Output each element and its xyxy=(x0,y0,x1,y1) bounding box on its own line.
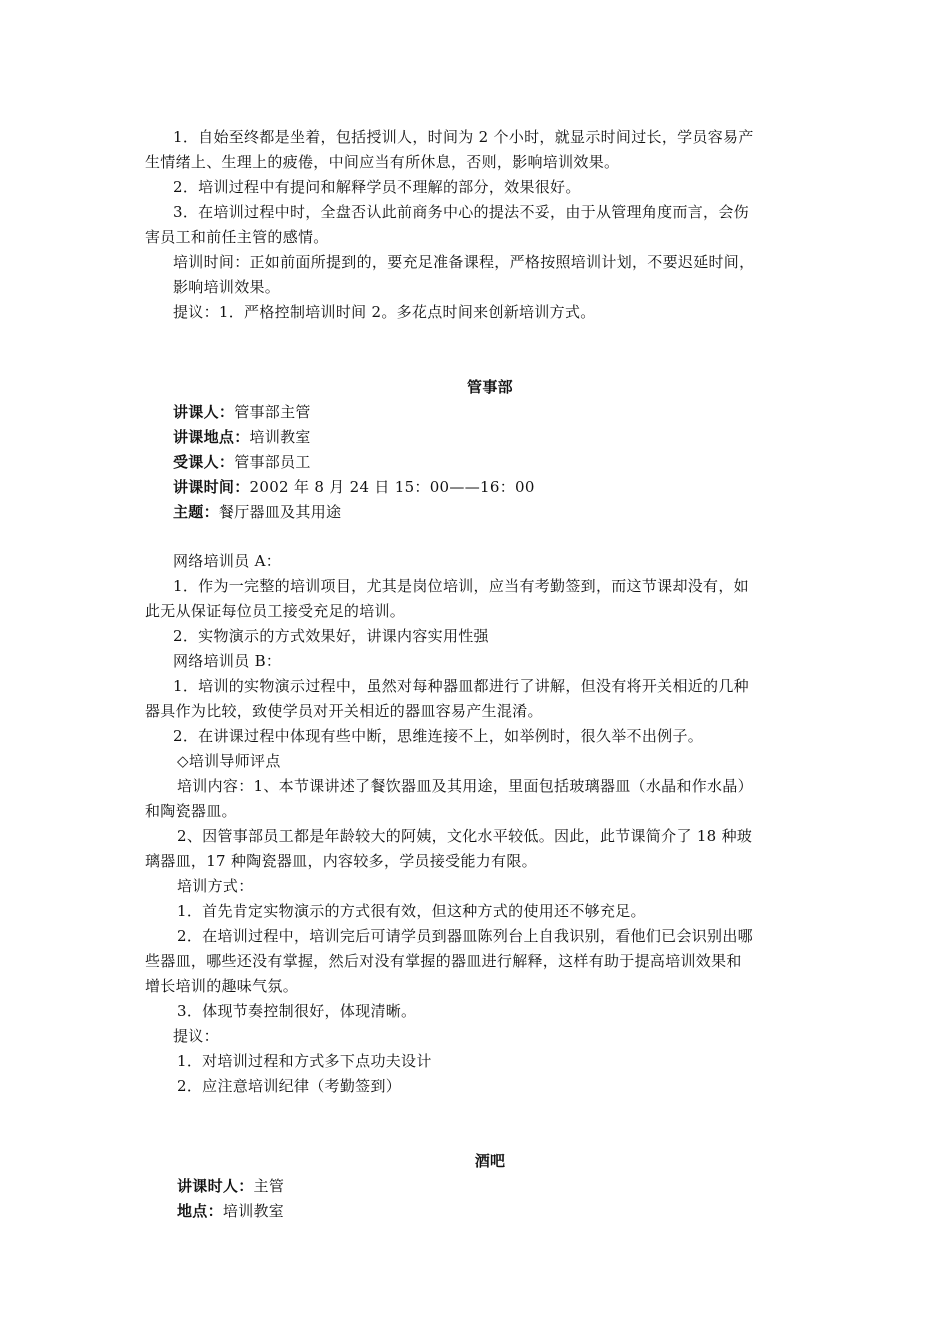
field-value: 餐厅器皿及其用途 xyxy=(218,503,342,521)
body-line: 提议： xyxy=(173,1027,219,1045)
body-line: 网络培训员 A： xyxy=(173,552,282,570)
field-audience xyxy=(173,452,311,472)
field-label: 讲课人： xyxy=(173,403,235,421)
field-topic xyxy=(173,502,341,522)
field-value: 2002 年 8 月 24 日 15：00——16：00 xyxy=(249,478,535,496)
body-line: 增长培训的趣味气氛。 xyxy=(145,977,299,995)
body-line: 此无从保证每位员工接受充足的培训。 xyxy=(145,602,406,620)
intro-line: 害员工和前任主管的感情。 xyxy=(145,228,329,246)
body-line: 培训方式： xyxy=(177,877,254,895)
body-line: 1．培训的实物演示过程中，虽然对每种器皿都进行了讲解，但没有将开关相近的几种 xyxy=(173,677,749,695)
section-title-stewarding: 管事部 xyxy=(467,378,513,396)
field-value: 管事部员工 xyxy=(234,453,311,471)
body-line: 器具作为比较，致使学员对开关相近的器皿容易产生混淆。 xyxy=(145,702,543,720)
body-line: 些器皿，哪些还没有掌握，然后对没有掌握的器皿进行解释，这样有助于提高培训效果和 xyxy=(145,952,742,970)
body-line: 璃器皿，17 种陶瓷器皿，内容较多，学员接受能力有限。 xyxy=(145,852,537,870)
body-line: 培训内容：1、本节课讲述了餐饮器皿及其用途，里面包括玻璃器皿（水晶和作水晶） xyxy=(177,777,753,795)
body-line: 3．体现节奏控制很好，体现清晰。 xyxy=(177,1002,417,1020)
section-title-bar: 酒吧 xyxy=(474,1152,506,1170)
intro-line: 1．自始至终都是坐着，包括授训人，时间为 2 个小时，就显示时间过长，学员容易产 xyxy=(173,128,754,146)
intro-line: 提议：1．严格控制培训时间 2。多花点时间来创新培训方式。 xyxy=(173,303,596,321)
field-label: 主题： xyxy=(173,503,219,521)
field-label: 讲课时间： xyxy=(173,478,250,496)
field-value: 主管 xyxy=(253,1177,285,1195)
intro-line: 3．在培训过程中时，全盘否认此前商务中心的提法不妥，由于从管理角度而言，会伤 xyxy=(173,203,749,221)
field-location xyxy=(177,1201,284,1221)
body-line: 2．在培训过程中，培训完后可请学员到器皿陈列台上自我识别，看他们已会识别出哪 xyxy=(177,927,753,945)
body-line: 2．在讲课过程中体现有些中断，思维连接不上，如举例时，很久举不出例子。 xyxy=(173,727,704,745)
field-value: 培训教室 xyxy=(222,1202,285,1220)
field-value: 管事部主管 xyxy=(234,403,311,421)
field-lecturer xyxy=(177,1176,284,1196)
field-label: 讲课时人： xyxy=(177,1177,254,1195)
field-label: 受课人： xyxy=(173,453,235,471)
intro-line: 培训时间：正如前面所提到的，要充足准备课程，严格按照培训计划，不要迟延时间， xyxy=(173,253,755,271)
field-label: 讲课地点： xyxy=(173,428,250,446)
body-line: 2、因管事部员工都是年龄较大的阿姨，文化水平较低。因此，此节课简介了 18 种玻 xyxy=(177,827,753,845)
body-line: 和陶瓷器皿。 xyxy=(145,802,237,820)
body-line: ◇培训导师评点 xyxy=(177,752,281,770)
field-lecturer xyxy=(173,402,311,422)
body-line: 2．实物演示的方式效果好，讲课内容实用性强 xyxy=(173,627,489,645)
intro-line: 2．培训过程中有提问和解释学员不理解的部分，效果很好。 xyxy=(173,178,581,196)
field-value: 培训教室 xyxy=(249,428,311,446)
body-line: 1．作为一完整的培训项目，尤其是岗位培训，应当有考勤签到，而这节课却没有，如 xyxy=(173,577,749,595)
body-line: 网络培训员 B： xyxy=(173,652,282,670)
intro-line: 影响培训效果。 xyxy=(173,278,281,296)
field-time xyxy=(173,477,535,497)
field-location xyxy=(173,427,311,447)
intro-line: 生情绪上、生理上的疲倦，中间应当有所休息，否则，影响培训效果。 xyxy=(145,153,620,171)
body-line: 2．应注意培训纪律（考勤签到） xyxy=(177,1077,402,1095)
body-line: 1．对培训过程和方式多下点功夫设计 xyxy=(177,1052,432,1070)
field-label: 地点： xyxy=(177,1202,223,1220)
body-line: 1．首先肯定实物演示的方式很有效，但这种方式的使用还不够充足。 xyxy=(177,902,646,920)
